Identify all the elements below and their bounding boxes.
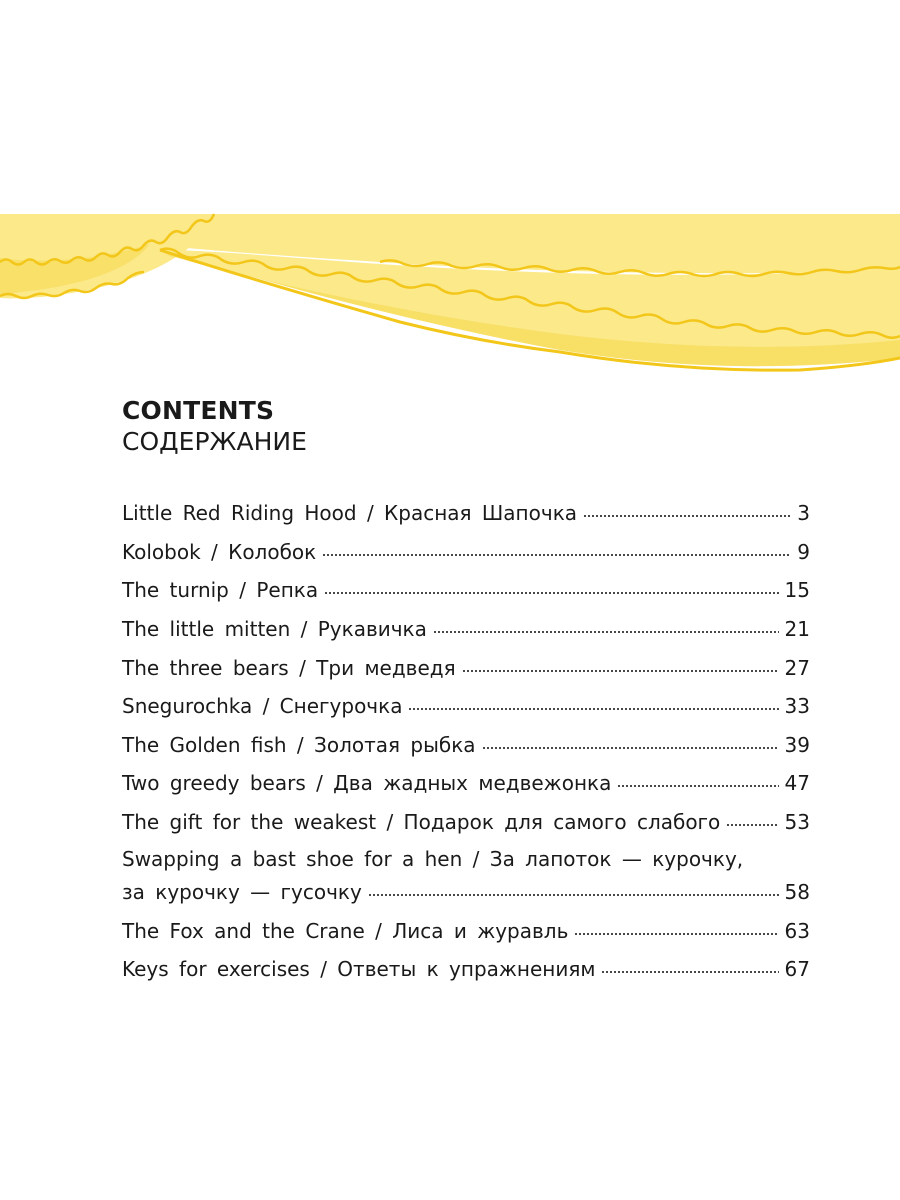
toc-page-number: 47 [784,771,810,796]
toc-entry-title: The turnip / Репка [122,578,319,603]
toc-entry-title: Swapping a bast shoe for a hen / За лапоток — курочку, [122,847,744,872]
contents-title-ru: СОДЕРЖАНИЕ [122,427,307,456]
toc-entry[interactable] [122,648,810,687]
toc-entry[interactable] [122,610,810,649]
contents-title-en: CONTENTS [122,396,275,425]
toc-page-number: 39 [784,732,810,757]
toc-entry[interactable] [122,571,810,610]
toc-page-number: 53 [784,810,810,835]
toc-entry[interactable] [122,687,810,726]
toc-entry-title: The little mitten / Рукавичка [122,617,427,642]
table-of-contents [122,494,810,989]
toc-entry-title: Two greedy bears / Два жадных медвежонка [122,771,612,796]
toc-entry-title: Snegurochka / Снегурочка [122,694,403,719]
dot-leader [482,747,779,749]
dot-leader [726,824,778,826]
toc-entry-title: Little Red Riding Hood / Красная Шапочка [122,501,578,526]
toc-page-number: 9 [797,539,810,564]
toc-page-number: 58 [784,880,810,905]
dot-leader [583,515,791,517]
toc-page-number: 33 [784,694,810,719]
dot-leader [574,933,778,935]
toc-entry-title: The Golden fish / Золотая рыбка [122,732,476,757]
toc-entry-title: The three bears / Три медведя [122,655,456,680]
dot-leader [617,785,778,787]
dot-leader [408,708,778,710]
toc-page-number: 67 [784,957,810,982]
dot-leader [601,971,778,973]
contents-heading [122,396,307,458]
toc-entry[interactable] [122,764,810,803]
toc-entry-title: Keys for exercises / Ответы к упражнениям [122,957,596,982]
toc-entry[interactable] [122,911,810,950]
curtain-decoration [0,210,900,400]
toc-entry[interactable] [122,494,810,533]
dot-leader [368,894,779,896]
toc-page-number: 63 [784,918,810,943]
toc-entry[interactable] [122,841,810,911]
toc-page-number: 15 [784,578,810,603]
toc-page-number: 21 [784,617,810,642]
dot-leader [462,670,779,672]
toc-entry[interactable] [122,726,810,765]
toc-page-number: 3 [797,501,810,526]
dot-leader [433,631,779,633]
toc-entry-title: The Fox and the Crane / Лиса и журавль [122,918,569,943]
toc-entry[interactable] [122,803,810,842]
dot-leader [322,554,791,556]
toc-entry-title: The gift for the weakest / Подарок для самого слабого [122,810,721,835]
dot-leader [324,592,778,594]
toc-entry[interactable] [122,950,810,989]
toc-page-number: 27 [784,655,810,680]
toc-entry-title-continued: за курочку — гусочку [122,880,362,905]
toc-entry[interactable] [122,533,810,572]
toc-entry-title: Kolobok / Колобок [122,539,317,564]
